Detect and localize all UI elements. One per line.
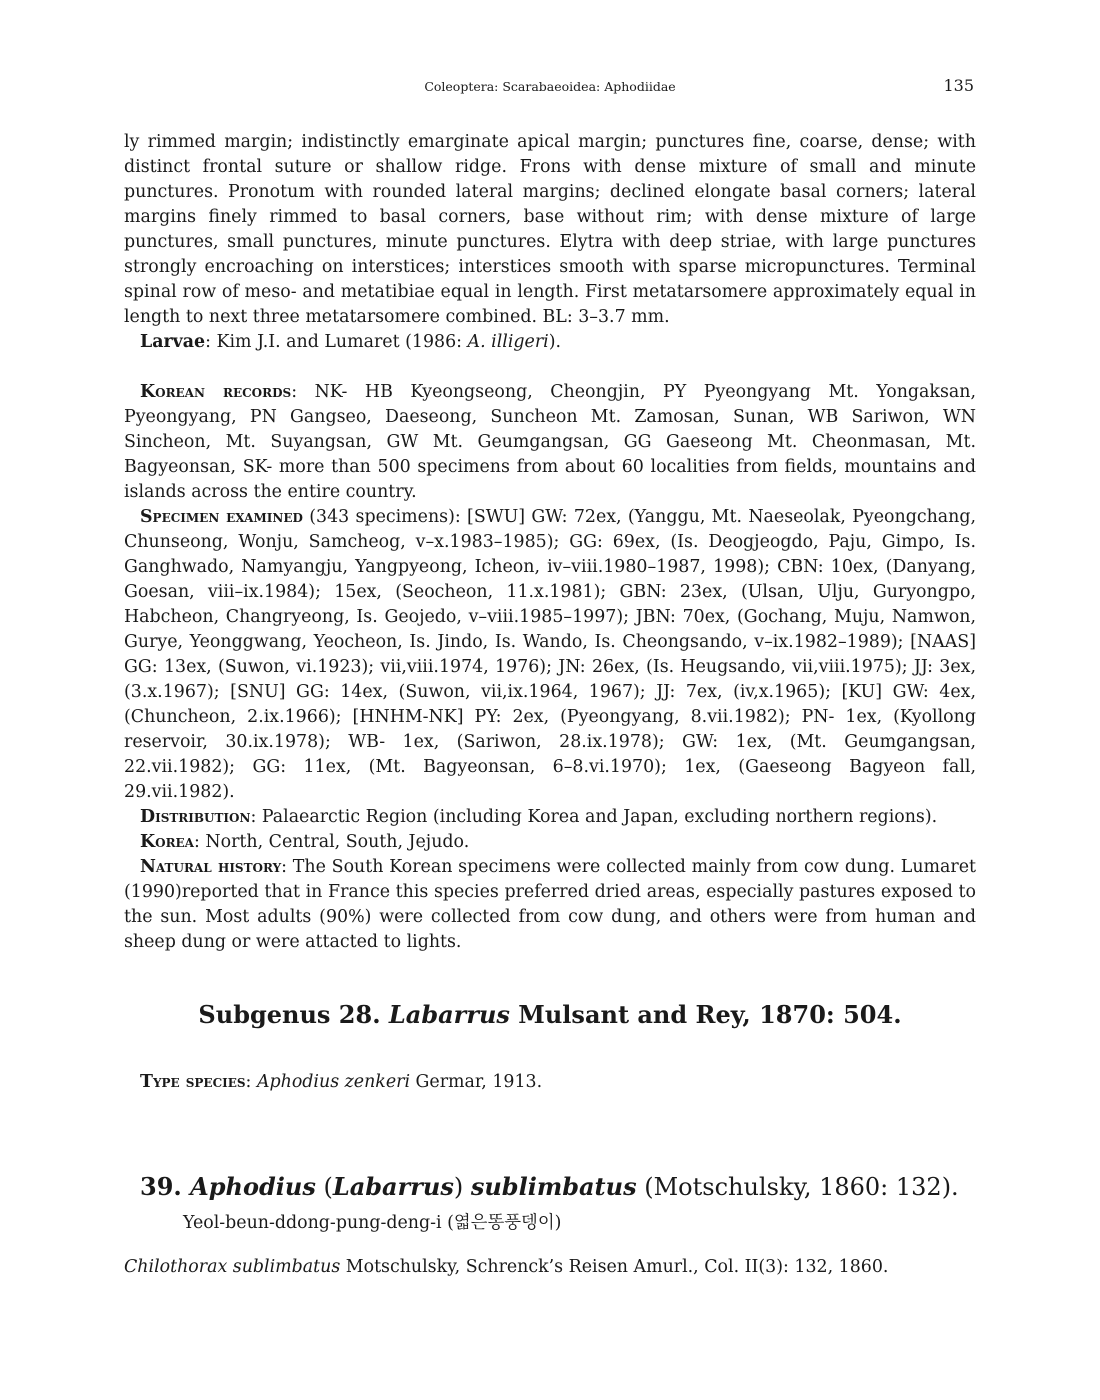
subgenus-name: Labarrus bbox=[388, 1000, 510, 1029]
distribution-text: : Palaearctic Region (including Korea and Japan, excluding northern regions). bbox=[250, 807, 938, 827]
korean-records-paragraph bbox=[124, 380, 976, 505]
korean-records-text: : NK- HB Kyeongseong, Cheongjin, PY Pyeongyang Mt. Yongaksan, Pyeongyang, PN Gangseo, Daeseong, Suncheon Mt. Zamosan, Sunan, WB Sariwon, WN Sincheon, Mt. Suyangsan, GW Mt. Geumgangsan, GG Gaeseong Mt. Cheonmasan, Mt. Bagyeonsan, SK- more than 500 specimens from about 60 localities from fields, mountains and islands across the entire country. bbox=[124, 382, 976, 502]
type-species-author: Germar, 1913. bbox=[410, 1072, 543, 1092]
species-subgenus: Labarrus bbox=[332, 1172, 454, 1201]
korea-text: : North, Central, South, Jejudo. bbox=[194, 832, 470, 852]
natural-history-label: Natural history bbox=[140, 857, 282, 877]
subgenus-heading bbox=[124, 1000, 976, 1029]
species-close-paren: ) bbox=[453, 1173, 471, 1201]
korean-common-name: Yeol-beun-ddong-pung-deng-i (엷은똥풍뎅이) bbox=[183, 1213, 562, 1233]
larvae-label: Larvae bbox=[140, 332, 206, 352]
larvae-text-before: : Kim J.I. and Lumaret (1986: bbox=[205, 332, 468, 352]
subgenus-suffix: Mulsant and Rey, 1870: 504. bbox=[509, 1000, 902, 1029]
specimen-paragraph bbox=[124, 505, 976, 805]
larvae-species: A. illigeri bbox=[467, 332, 549, 352]
running-title: Coleoptera: Scarabaeoidea: Aphodiidae bbox=[424, 79, 676, 94]
species-description bbox=[124, 130, 976, 355]
species-number: 39. bbox=[140, 1172, 191, 1201]
description-paragraph: ly rimmed margin; indistinctly emarginate apical margin; punctures fine, coarse, dense; with distinct frontal suture or shallow ridge. Frons with dense mixture of small and minute punctures. Pronotum with rounded lateral margins; declined elongate basal corners; lateral margins finely rimmed to basal corners, base without rim; with dense mixture of large punctures, small punctures, minute punctures. Elytra with deep striae, with large punctures strongly encroaching on interstices; interstices smooth with sparse micropunctures. Terminal spinal row of meso- and metatibiae equal in length. First metatarsomere approximately equal in length to next three metatarsomere combined. BL: 3–3.7 mm. bbox=[124, 132, 976, 327]
specimen-text: (343 specimens): [SWU] GW: 72ex, (Yanggu, Mt. Naeseolak, Pyeongchang, Chunseong, Wonju, Samcheog, v–x.1983–1985); GG: 69ex, (Is. Deogjeogdo, Paju, Gimpo, Is. Ganghwado, Namyangju, Yangpyeong, Icheon, iv–viii.1980–1987, 1998); CBN: 10ex, (Danyang, Goesan, viii–ix.1984); 15ex, (Seocheon, 11.x.1981); GBN: 23ex, (Ulsan, Ulju, Guryongpo, Habcheon, Changryeong, Is. Geojedo, v–viii.1985–1997); JBN: 70ex, (Gochang, Muju, Namwon, Gurye, Yeonggwang, Yeocheon, Is. Jindo, Is. Wando, Is. Cheongsando, v–ix.1982–1989); [NAAS] GG: 13ex, (Suwon, vi.1923); vii,viii.1974, 1976); JN: 26ex, (Is. Heugsando, vii,viii.1975); JJ: 3ex, (3.x.1967); [SNU] GG: 14ex, (Suwon, vii,ix.1964, 1967); JJ: 7ex, (iv,x.1965); [KU] GW: 4ex, (Chuncheon, 2.ix.1966); [HNHM-NK] PY: 2ex, (Pyeongyang, 8.vii.1982); PN- 1ex, (Kyollong reservoir, 30.ix.1978); WB- 1ex, (Sariwon, 28.ix.1978); GW: 1ex, (Mt. Geumgangsan, 22.vii.1982); GG: 11ex, (Mt. Bagyeonsan, 6–8.vi.1970); 1ex, (Gaeseong Bagyeon fall, 29.vii.1982). bbox=[124, 507, 976, 802]
species-authority: (Motschulsky, 1860: 132). bbox=[636, 1173, 959, 1201]
synonym-line bbox=[124, 1257, 888, 1277]
running-head bbox=[124, 76, 976, 98]
type-species-line bbox=[140, 1072, 542, 1092]
species-heading bbox=[140, 1172, 959, 1201]
distribution-label: Distribution bbox=[140, 807, 251, 827]
larvae-text-after: ). bbox=[548, 332, 562, 352]
korea-paragraph bbox=[124, 830, 976, 855]
page-number: 135 bbox=[943, 76, 974, 95]
type-species-label: Type species bbox=[140, 1072, 246, 1092]
species-open-paren: ( bbox=[315, 1173, 333, 1201]
synonym-name: Chilothorax sublimbatus bbox=[124, 1257, 341, 1277]
species-epithet: sublimbatus bbox=[470, 1172, 637, 1201]
subgenus-prefix: Subgenus 28. bbox=[198, 1000, 389, 1029]
species-genus: Aphodius bbox=[190, 1172, 316, 1201]
synonym-citation: Motschulsky, Schrenck’s Reisen Amurl., Col. II(3): 132, 1860. bbox=[340, 1257, 889, 1277]
larvae-paragraph bbox=[124, 330, 976, 355]
type-species-colon: : bbox=[245, 1072, 257, 1092]
distribution-paragraph bbox=[124, 805, 976, 830]
natural-history-text: : The South Korean specimens were collected mainly from cow dung. Lumaret (1990)reported that in France this species preferred dried areas, especially pastures exposed to the sun. Most adults (90%) were collected from cow dung, and others were from human and sheep dung or were attacted to lights. bbox=[124, 857, 977, 952]
records-section bbox=[124, 380, 976, 955]
type-species-name: Aphodius zenkeri bbox=[256, 1072, 411, 1092]
korea-label: Korea bbox=[140, 832, 194, 852]
specimen-label: Specimen examined bbox=[140, 507, 303, 527]
korean-records-label: Korean records bbox=[140, 382, 292, 402]
natural-history-paragraph bbox=[124, 855, 976, 955]
